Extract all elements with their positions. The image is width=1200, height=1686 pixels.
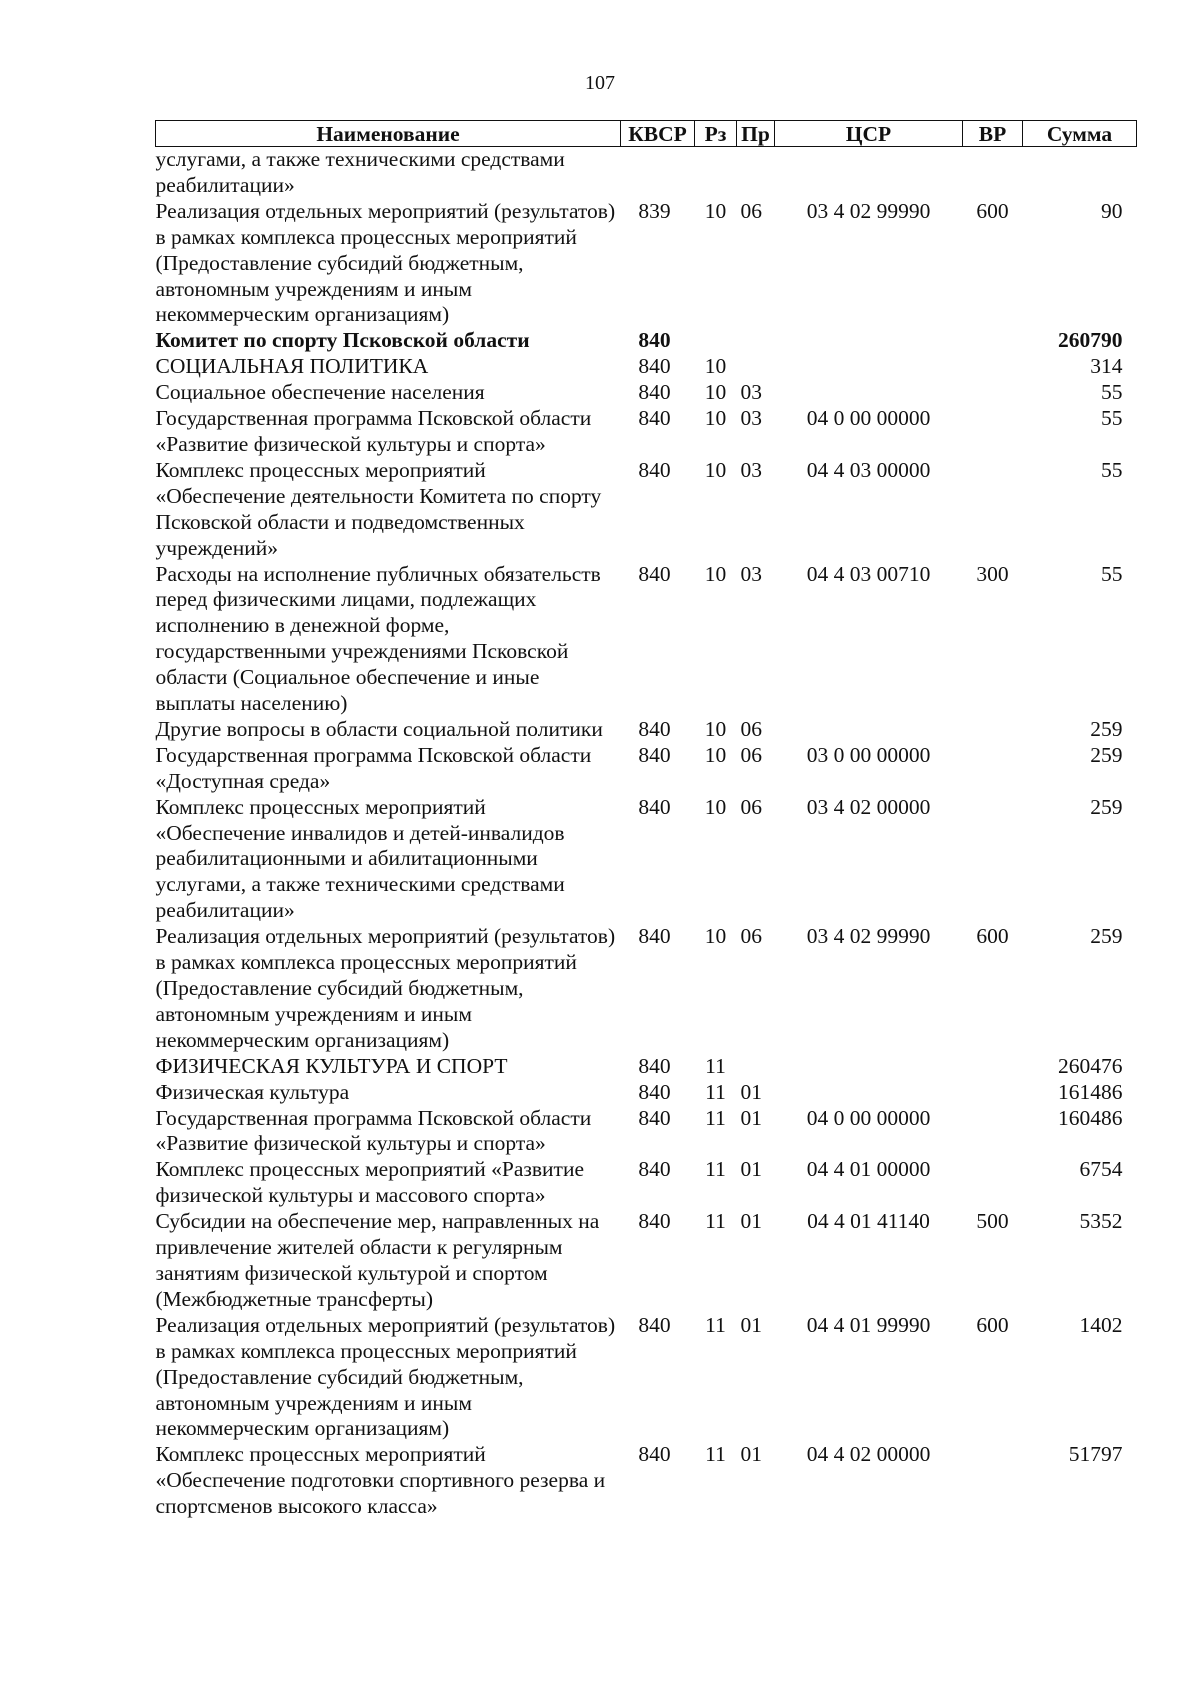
table-row <box>156 1080 1137 1106</box>
cell-vr <box>963 743 1023 795</box>
cell-vr <box>963 380 1023 406</box>
cell-csr <box>775 354 963 380</box>
cell-kvsr: 840 <box>638 328 671 353</box>
cell-kvsr: 840 <box>638 354 671 379</box>
cell-kvsr: 840 <box>638 924 671 949</box>
cell-name: Субсидии на обеспечение мер, направленных на привлечение жителей области к регулярным занятиям физической культурой и спортом (Межбюджетные трансферты) <box>155 1209 600 1311</box>
cell-sum <box>1023 147 1137 199</box>
cell-rz: 10 <box>704 561 727 586</box>
cell-csr: 04 4 02 00000 <box>806 1442 931 1467</box>
cell-sum: 55 <box>1101 380 1123 405</box>
cell-kvsr: 840 <box>638 1157 671 1182</box>
cell-kvsr: 840 <box>638 794 671 819</box>
cell-name: СОЦИАЛЬНАЯ ПОЛИТИКА <box>155 354 429 379</box>
cell-vr <box>963 147 1023 199</box>
table-row <box>156 1209 1137 1313</box>
cell-pr: 01 <box>740 1079 762 1104</box>
cell-kvsr: 840 <box>638 716 671 741</box>
cell-kvsr: 840 <box>638 1442 671 1467</box>
column-header-rz: Рз <box>695 121 737 147</box>
cell-csr: 04 4 01 99990 <box>806 1312 931 1337</box>
cell-csr: 03 4 02 99990 <box>806 924 931 949</box>
cell-csr: 04 4 01 41140 <box>807 1209 930 1234</box>
cell-rz: 10 <box>704 380 727 405</box>
cell-pr <box>737 1054 775 1080</box>
column-header-vr: ВР <box>963 121 1023 147</box>
cell-sum: 1402 <box>1079 1312 1123 1337</box>
cell-name: Расходы на исполнение публичных обязательств перед физическими лицами, подлежащих исполнению в денежной форме, государственными учреждениями Псковской области (Социальное обеспечение и иные выплаты населению) <box>155 561 601 716</box>
cell-kvsr: 840 <box>638 561 671 586</box>
table-row <box>156 743 1137 795</box>
cell-kvsr: 840 <box>638 457 671 482</box>
cell-rz: 11 <box>705 1105 726 1130</box>
cell-name: Социальное обеспечение населения <box>155 380 485 405</box>
cell-vr: 600 <box>976 1312 1009 1337</box>
cell-csr: 04 4 03 00710 <box>806 561 931 586</box>
cell-csr <box>775 147 963 199</box>
cell-vr <box>963 406 1023 458</box>
cell-csr: 04 0 00 00000 <box>806 1105 931 1130</box>
cell-csr: 04 4 03 00000 <box>806 457 931 482</box>
column-header-csr: ЦСР <box>775 121 963 147</box>
cell-csr <box>775 1054 963 1080</box>
cell-rz: 11 <box>705 1209 726 1234</box>
cell-pr: 01 <box>740 1312 762 1337</box>
cell-rz <box>695 147 737 199</box>
cell-sum: 260476 <box>1058 1053 1123 1078</box>
cell-kvsr: 840 <box>638 1105 671 1130</box>
cell-kvsr: 840 <box>638 1053 671 1078</box>
table-row <box>156 717 1137 743</box>
cell-name: Комплекс процессных мероприятий «Обеспечение инвалидов и детей-инвалидов реабилитационными и абилитационными услугами, а также техническими средствами реабилитации» <box>155 794 565 923</box>
table-row <box>156 1157 1137 1209</box>
cell-name: Комплекс процессных мероприятий «Развитие физической культуры и массового спорта» <box>155 1157 584 1208</box>
cell-rz: 11 <box>705 1079 726 1104</box>
cell-pr: 06 <box>740 924 762 949</box>
table-row <box>156 562 1137 717</box>
cell-sum: 160486 <box>1058 1105 1123 1130</box>
cell-rz: 10 <box>704 716 727 741</box>
cell-pr: 01 <box>740 1209 762 1234</box>
cell-name: Комитет по спорту Псковской области <box>155 328 530 353</box>
cell-pr: 01 <box>740 1157 762 1182</box>
cell-vr: 600 <box>976 924 1009 949</box>
cell-pr <box>737 328 775 354</box>
cell-sum: 259 <box>1090 924 1123 949</box>
cell-csr <box>775 1080 963 1106</box>
cell-pr: 06 <box>740 198 762 223</box>
cell-sum: 314 <box>1090 354 1123 379</box>
cell-csr: 04 4 01 00000 <box>806 1157 931 1182</box>
cell-vr <box>963 1157 1023 1209</box>
cell-csr: 03 4 02 99990 <box>806 198 931 223</box>
cell-rz: 10 <box>704 198 727 223</box>
column-header-sum: Сумма <box>1023 121 1137 147</box>
cell-name: услугами, а также техническими средствами реабилитации» <box>155 147 565 197</box>
cell-vr: 500 <box>976 1209 1009 1234</box>
column-header-pr: Пр <box>737 121 775 147</box>
table-row <box>156 458 1137 562</box>
table-row <box>156 147 1137 199</box>
table-row <box>156 795 1137 925</box>
cell-rz: 10 <box>704 406 727 431</box>
cell-vr <box>963 795 1023 925</box>
table-row <box>156 380 1137 406</box>
cell-csr: 04 0 00 00000 <box>806 406 931 431</box>
cell-pr <box>737 354 775 380</box>
cell-name: Реализация отдельных мероприятий (результатов) в рамках комплекса процессных мероприятий (Предоставление субсидий бюджетным, автономным учреждениям и иным некоммерческим организациям) <box>155 1312 616 1441</box>
cell-vr: 300 <box>976 561 1009 586</box>
cell-csr: 03 0 00 00000 <box>806 742 931 767</box>
cell-pr: 03 <box>740 406 762 431</box>
cell-sum: 161486 <box>1058 1079 1123 1104</box>
table-row <box>156 328 1137 354</box>
cell-vr <box>963 1106 1023 1158</box>
cell-pr: 06 <box>740 794 762 819</box>
cell-rz: 11 <box>705 1312 726 1337</box>
cell-rz: 10 <box>704 354 727 379</box>
table-row <box>156 1442 1137 1520</box>
cell-vr <box>963 1054 1023 1080</box>
cell-name: Комплекс процессных мероприятий «Обеспечение подготовки спортивного резерва и спортсменов высокого класса» <box>155 1442 606 1519</box>
cell-rz: 11 <box>705 1442 726 1467</box>
cell-vr <box>963 1442 1023 1520</box>
cell-sum: 259 <box>1090 742 1123 767</box>
cell-pr: 01 <box>740 1442 762 1467</box>
cell-vr <box>963 354 1023 380</box>
table-row <box>156 406 1137 458</box>
cell-pr: 03 <box>740 380 762 405</box>
cell-pr: 01 <box>740 1105 762 1130</box>
cell-rz: 10 <box>704 457 727 482</box>
cell-rz <box>695 328 737 354</box>
cell-name: ФИЗИЧЕСКАЯ КУЛЬТУРА И СПОРТ <box>155 1053 508 1078</box>
cell-kvsr: 840 <box>638 1312 671 1337</box>
cell-sum: 259 <box>1090 716 1123 741</box>
cell-sum: 260790 <box>1058 328 1123 353</box>
cell-name: Физическая культура <box>155 1079 350 1104</box>
cell-name: Государственная программа Псковской области «Развитие физической культуры и спорта» <box>155 406 592 456</box>
cell-vr <box>963 328 1023 354</box>
cell-pr: 03 <box>740 457 762 482</box>
table-row <box>156 1313 1137 1443</box>
cell-kvsr: 840 <box>638 742 671 767</box>
cell-csr <box>775 380 963 406</box>
cell-vr: 600 <box>976 198 1009 223</box>
cell-sum: 55 <box>1101 406 1123 431</box>
table-row <box>156 924 1137 1054</box>
column-header-kvsr: КВСР <box>621 121 695 147</box>
cell-name: Государственная программа Псковской области «Развитие физической культуры и спорта» <box>155 1105 592 1156</box>
column-header-name: Наименование <box>156 121 621 147</box>
cell-name: Государственная программа Псковской области «Доступная среда» <box>155 742 592 793</box>
table-row <box>156 1106 1137 1158</box>
cell-csr <box>775 717 963 743</box>
cell-sum: 5352 <box>1079 1209 1123 1234</box>
cell-name: Другие вопросы в области социальной политики <box>155 716 603 741</box>
cell-sum: 55 <box>1101 561 1123 586</box>
cell-sum: 51797 <box>1068 1442 1123 1467</box>
cell-kvsr: 839 <box>638 198 671 223</box>
cell-vr <box>963 458 1023 562</box>
cell-name: Комплекс процессных мероприятий «Обеспечение деятельности Комитета по спорту Псковской области и подведомственных учреждений» <box>155 457 602 560</box>
cell-kvsr <box>621 147 695 199</box>
cell-csr <box>775 328 963 354</box>
cell-sum: 90 <box>1101 198 1123 223</box>
table-header-row <box>156 121 1137 147</box>
cell-pr <box>737 147 775 199</box>
cell-name: Реализация отдельных мероприятий (результатов) в рамках комплекса процессных мероприятий (Предоставление субсидий бюджетным, автономным учреждениям и иным некоммерческим организациям) <box>155 924 616 1052</box>
cell-rz: 10 <box>704 742 727 767</box>
cell-pr: 06 <box>740 742 762 767</box>
cell-pr: 03 <box>740 561 762 586</box>
budget-table <box>155 120 1137 1520</box>
page-number: 107 <box>585 72 615 94</box>
table-row <box>156 1054 1137 1080</box>
cell-sum: 6754 <box>1079 1157 1123 1182</box>
cell-pr: 06 <box>740 716 762 741</box>
cell-csr: 03 4 02 00000 <box>806 794 931 819</box>
cell-vr <box>963 717 1023 743</box>
table-row <box>156 354 1137 380</box>
cell-rz: 10 <box>704 794 727 819</box>
cell-rz: 10 <box>704 924 727 949</box>
cell-name: Реализация отдельных мероприятий (результатов) в рамках комплекса процессных мероприятий (Предоставление субсидий бюджетным, автономным учреждениям и иным некоммерческим организациям) <box>155 198 616 327</box>
cell-kvsr: 840 <box>638 406 671 431</box>
cell-rz: 11 <box>705 1053 726 1078</box>
table-row <box>156 199 1137 329</box>
cell-kvsr: 840 <box>638 1079 671 1104</box>
cell-kvsr: 840 <box>638 380 671 405</box>
cell-sum: 55 <box>1101 457 1123 482</box>
cell-kvsr: 840 <box>638 1209 671 1234</box>
cell-rz: 11 <box>705 1157 726 1182</box>
cell-vr <box>963 1080 1023 1106</box>
cell-sum: 259 <box>1090 794 1123 819</box>
